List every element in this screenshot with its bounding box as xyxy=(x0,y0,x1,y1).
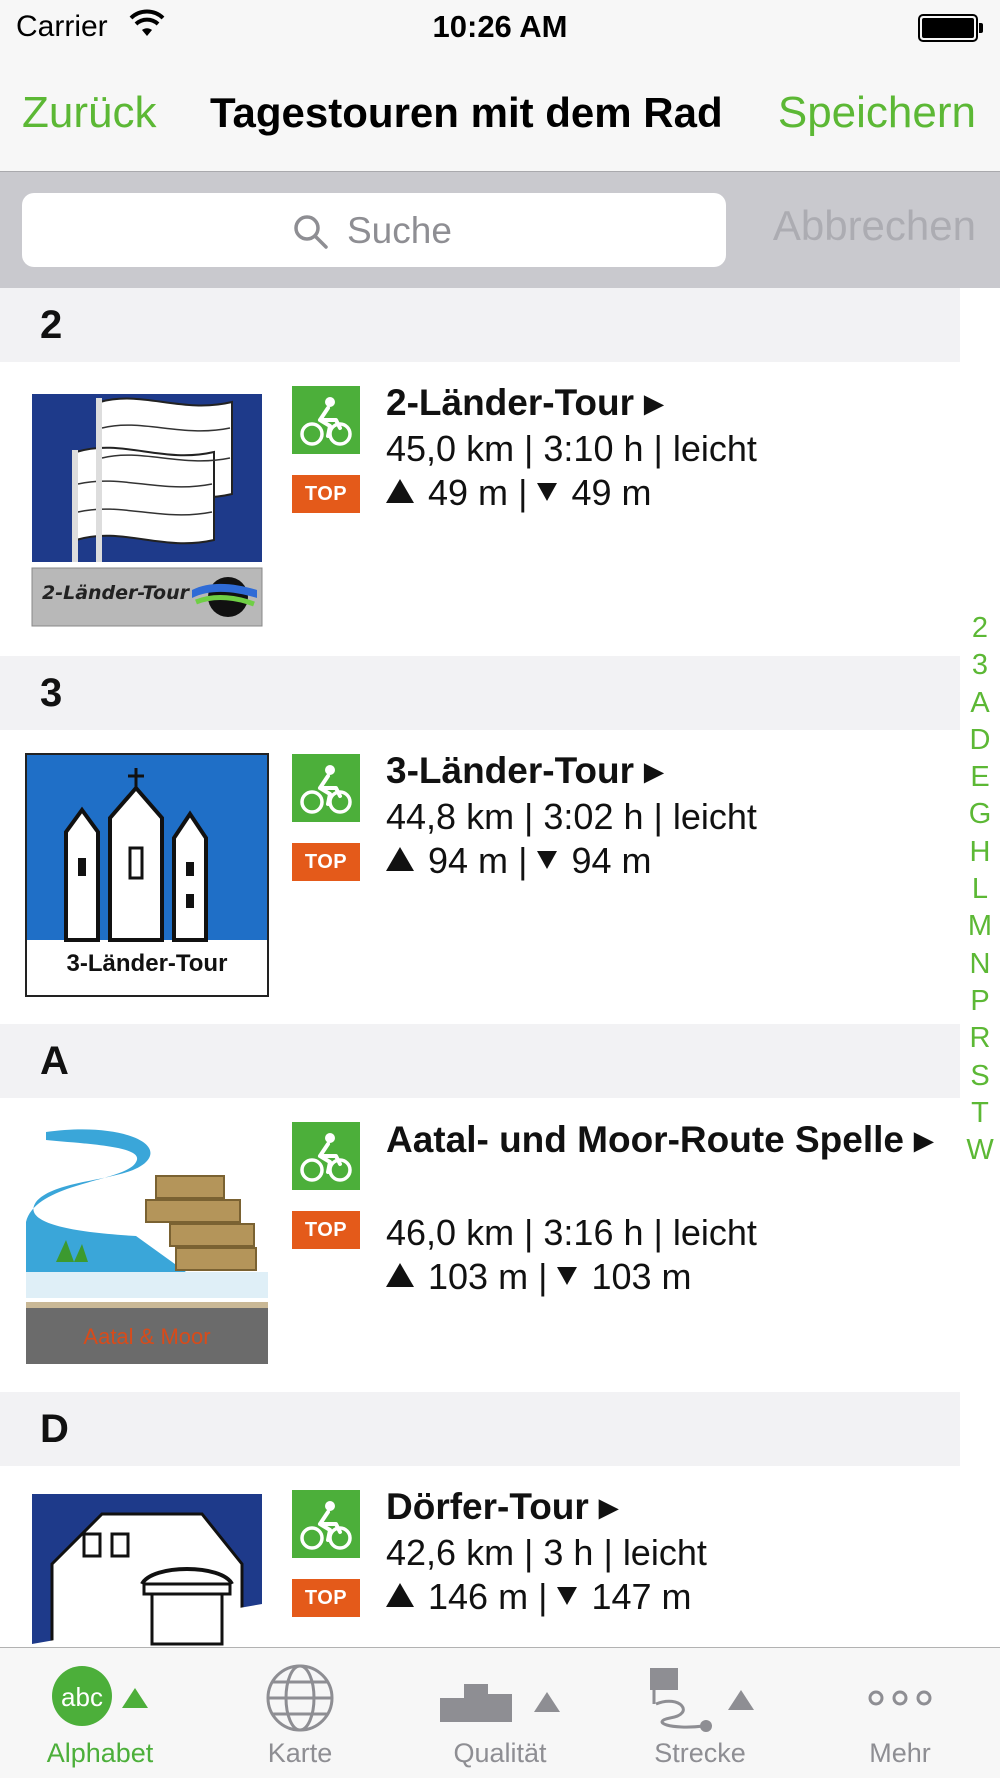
tour-thumbnail xyxy=(26,1122,268,1364)
top-badge: TOP xyxy=(292,843,360,881)
carrier-label: Carrier xyxy=(16,10,108,43)
tab-label: Qualität xyxy=(453,1738,547,1768)
descent-icon xyxy=(537,851,557,869)
tour-stats: 46,0 km | 3:16 h | leicht xyxy=(386,1212,757,1253)
page-title: Tagestouren mit dem Rad xyxy=(210,89,723,136)
tour-row-aatal-moor[interactable] xyxy=(0,1098,960,1392)
tour-title: Aatal- und Moor-Route Spelle ▸ xyxy=(386,1119,933,1160)
ascent-icon xyxy=(386,479,414,503)
tab-qualitaet[interactable] xyxy=(400,1648,600,1779)
section-letter: 3 xyxy=(40,671,63,715)
index-letter-s[interactable]: S xyxy=(970,1059,990,1092)
thumb-caption: 2-Länder-Tour xyxy=(42,582,189,604)
ascent-icon xyxy=(386,847,414,871)
tour-elevation: 94 m | 94 m xyxy=(386,840,651,882)
bike-icon xyxy=(292,386,360,454)
cancel-button[interactable]: Abbrechen xyxy=(772,202,976,249)
section-letter: D xyxy=(40,1407,69,1451)
section-letter: 2 xyxy=(40,303,63,347)
route-icon xyxy=(600,1664,800,1734)
index-letter-t[interactable]: T xyxy=(971,1096,989,1129)
thumb-caption: Aatal & Moor xyxy=(83,1324,211,1349)
tour-title: 3-Länder-Tour ▸ xyxy=(386,750,663,791)
tour-elevation: 146 m | 147 m xyxy=(386,1576,692,1618)
descent-icon xyxy=(557,1267,577,1285)
descent-value: 94 m xyxy=(571,840,652,881)
tab-label: Strecke xyxy=(654,1738,746,1768)
tour-stats: 44,8 km | 3:02 h | leicht xyxy=(386,796,757,837)
index-letter-r[interactable]: R xyxy=(969,1022,991,1055)
ascent-value: 94 m xyxy=(428,840,509,881)
bike-icon xyxy=(292,1122,360,1190)
index-letter-w[interactable]: W xyxy=(966,1134,994,1167)
descent-value: 49 m xyxy=(571,472,652,513)
descent-value: 103 m xyxy=(591,1256,692,1297)
abc-icon xyxy=(0,1664,200,1734)
back-button[interactable]: Zurück xyxy=(22,88,157,137)
tour-thumbnail xyxy=(26,754,268,996)
svg-text:abc: abc xyxy=(61,1682,103,1712)
tour-title: Dörfer-Tour ▸ xyxy=(386,1486,618,1527)
tour-elevation: 103 m | 103 m xyxy=(386,1256,692,1298)
index-letter-h[interactable]: H xyxy=(969,835,991,868)
save-button[interactable]: Speichern xyxy=(777,88,976,137)
ascent-icon xyxy=(386,1583,414,1607)
podium-icon xyxy=(400,1664,600,1734)
section-header-d xyxy=(0,1392,960,1466)
search-placeholder: Suche xyxy=(347,210,452,251)
index-letter-g[interactable]: G xyxy=(968,798,992,831)
index-letter-m[interactable]: M xyxy=(967,910,993,943)
search-input[interactable] xyxy=(22,193,726,267)
index-letter-n[interactable]: N xyxy=(969,947,991,980)
navigation-bar xyxy=(0,56,1000,172)
tour-row-3-laender[interactable] xyxy=(0,730,960,1024)
index-letter-e[interactable]: E xyxy=(970,761,990,794)
ascent-icon xyxy=(386,1263,414,1287)
tab-alphabet[interactable] xyxy=(0,1648,200,1779)
ascent-value: 103 m xyxy=(428,1256,529,1297)
status-bar xyxy=(0,0,1000,56)
section-header-2 xyxy=(0,288,960,362)
tab-bar xyxy=(0,1647,1000,1778)
index-letter-a[interactable]: A xyxy=(970,686,990,719)
tour-thumbnail xyxy=(32,394,262,626)
tour-stats: 42,6 km | 3 h | leicht xyxy=(386,1532,707,1573)
top-badge: TOP xyxy=(292,1211,360,1249)
section-header-a xyxy=(0,1024,960,1098)
tour-row-2-laender[interactable] xyxy=(0,362,960,656)
bike-icon xyxy=(292,1490,360,1558)
globe-icon xyxy=(200,1664,400,1734)
index-letter-l[interactable]: L xyxy=(971,873,989,906)
tab-mehr[interactable] xyxy=(800,1648,1000,1779)
descent-icon xyxy=(537,483,557,501)
thumb-caption: 3-Länder-Tour xyxy=(66,950,228,977)
tab-strecke[interactable] xyxy=(600,1648,800,1779)
section-index[interactable] xyxy=(960,610,1000,1169)
tab-karte[interactable] xyxy=(200,1648,400,1779)
more-icon xyxy=(800,1664,1000,1734)
tour-elevation: 49 m | 49 m xyxy=(386,472,651,514)
bike-icon xyxy=(292,754,360,822)
search-icon xyxy=(292,213,330,251)
index-letter-d[interactable]: D xyxy=(969,723,991,756)
ascent-value: 146 m xyxy=(428,1576,529,1617)
index-letter-p[interactable]: P xyxy=(970,984,990,1017)
clock: 10:26 AM xyxy=(432,9,568,44)
ascent-value: 49 m xyxy=(428,472,509,513)
tour-list[interactable] xyxy=(0,288,1000,1647)
index-letter-2[interactable]: 2 xyxy=(971,612,989,644)
tour-title: 2-Länder-Tour ▸ xyxy=(386,382,663,423)
battery-icon xyxy=(918,14,984,42)
section-header-3 xyxy=(0,656,960,730)
top-badge: TOP xyxy=(292,1579,360,1617)
top-badge: TOP xyxy=(292,475,360,513)
tour-stats: 45,0 km | 3:10 h | leicht xyxy=(386,428,757,469)
tab-label: Karte xyxy=(267,1738,333,1768)
index-letter-3[interactable]: 3 xyxy=(971,649,989,682)
search-bar xyxy=(0,172,1000,288)
tab-label: Alphabet xyxy=(46,1738,154,1768)
section-letter: A xyxy=(40,1039,69,1083)
descent-value: 147 m xyxy=(591,1576,692,1617)
tab-label: Mehr xyxy=(869,1738,931,1768)
descent-icon xyxy=(557,1587,577,1605)
